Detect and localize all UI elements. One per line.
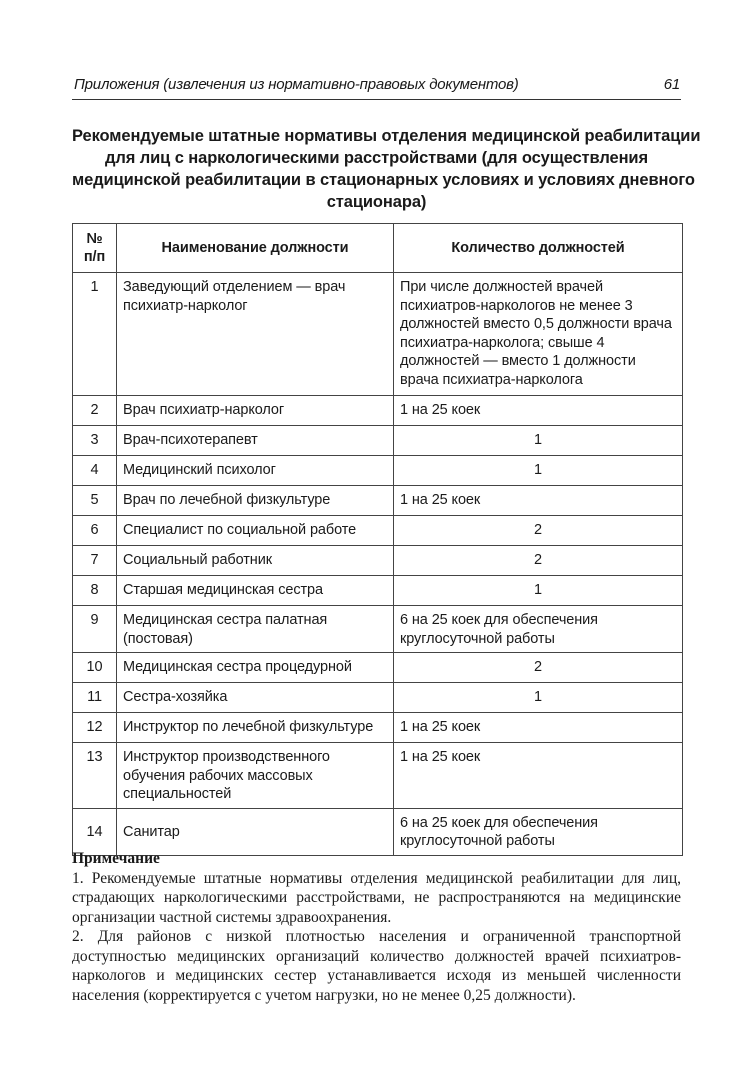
row-quantity: 2 (394, 546, 683, 576)
row-quantity: 2 (394, 653, 683, 683)
row-position: Старшая медицинская сестра (117, 576, 394, 606)
row-number: 14 (73, 808, 117, 855)
table-row (73, 426, 683, 456)
note-heading: Примечание (72, 850, 160, 867)
table-row (73, 713, 683, 743)
table-row (73, 516, 683, 546)
table-title-line: для лиц с наркологическими расстройствами (для осуществления (104, 149, 649, 167)
row-quantity: 6 на 25 коек для обеспечения круглосуточной работы (394, 808, 683, 855)
row-number: 11 (73, 683, 117, 713)
staffing-table (72, 223, 683, 856)
column-header-number-line2: п/п (83, 249, 106, 265)
note-item: 1. Рекомендуемые штатные нормативы отделения медицинской реабилитации для лиц, страдающих наркологическими расстройствами, не распространяются на медицинские организации частной системы здравоохранения. (72, 869, 681, 926)
row-position: Врач по лечебной физкультуре (117, 486, 394, 516)
running-head (74, 76, 680, 98)
column-header-number (73, 224, 117, 273)
row-number: 1 (73, 273, 117, 396)
table-row (73, 653, 683, 683)
table-row (73, 743, 683, 809)
table-title-line: стационара) (326, 193, 427, 211)
table-row (73, 486, 683, 516)
row-quantity: 1 на 25 коек (394, 396, 683, 426)
row-quantity: 1 на 25 коек (394, 486, 683, 516)
column-header-number-line1: № (86, 231, 103, 247)
row-position: Инструктор по лечебной физкультуре (117, 713, 394, 743)
running-head-title: Приложения (извлечения из нормативно-правовых документов) (74, 76, 519, 93)
row-number: 12 (73, 713, 117, 743)
table-title-line: медицинской реабилитации в стационарных условиях и условиях дневного (72, 171, 695, 189)
table-title-line: Рекомендуемые штатные нормативы отделения медицинской реабилитации (72, 127, 701, 145)
row-number: 4 (73, 456, 117, 486)
row-quantity: 1 (394, 576, 683, 606)
row-quantity: 1 на 25 коек (394, 713, 683, 743)
row-quantity: 6 на 25 коек для обеспечения круглосуточной работы (394, 606, 683, 653)
table-row (73, 396, 683, 426)
table-header-row (73, 224, 683, 273)
row-quantity: 1 (394, 456, 683, 486)
row-position: Врач психиатр-нарколог (117, 396, 394, 426)
row-quantity: 2 (394, 516, 683, 546)
row-number: 9 (73, 606, 117, 653)
table-row (73, 546, 683, 576)
row-position: Санитар (117, 808, 394, 855)
row-position: Социальный работник (117, 546, 394, 576)
note-item: 2. Для районов с низкой плотностью населения и ограниченной транспортной доступностью медицинских организаций количество должностей врачей психиатров-наркологов и медицинских сестер устанавливается исходя из меньшей численности населения (корректируется с учетом нагрузки, но не менее 0,25 должности). (72, 928, 681, 1004)
row-position: Медицинская сестра процедурной (117, 653, 394, 683)
row-quantity: 1 на 25 коек (394, 743, 683, 809)
row-number: 5 (73, 486, 117, 516)
row-number: 7 (73, 546, 117, 576)
note-section (72, 849, 681, 1005)
row-position: Медицинская сестра палатная (постовая) (117, 606, 394, 653)
page-number: 61 (663, 76, 680, 93)
row-number: 13 (73, 743, 117, 809)
header-rule (72, 99, 681, 100)
table-row (73, 576, 683, 606)
row-number: 8 (73, 576, 117, 606)
row-position: Инструктор производственного обучения рабочих массовых специальностей (117, 743, 394, 809)
row-position: Медицинский психолог (117, 456, 394, 486)
table-row (73, 808, 683, 855)
table-title (72, 125, 701, 213)
table-row (73, 456, 683, 486)
row-quantity: При числе должностей врачей психиатров-наркологов не менее 3 должностей вместо 0,5 должности врача психиатра-нарколога; свыше 4 должностей — вместо 1 должности врача психиатра-нарколога (394, 273, 683, 396)
row-position: Заведующий отделением — врач психиатр-нарколог (117, 273, 394, 396)
table-row (73, 273, 683, 396)
table-row (73, 683, 683, 713)
row-quantity: 1 (394, 426, 683, 456)
row-quantity: 1 (394, 683, 683, 713)
column-header-quantity: Количество должностей (394, 224, 683, 273)
row-number: 3 (73, 426, 117, 456)
table-row (73, 606, 683, 653)
row-position: Сестра-хозяйка (117, 683, 394, 713)
row-position: Специалист по социальной работе (117, 516, 394, 546)
row-number: 6 (73, 516, 117, 546)
row-number: 2 (73, 396, 117, 426)
row-number: 10 (73, 653, 117, 683)
column-header-position: Наименование должности (117, 224, 394, 273)
row-position: Врач-психотерапевт (117, 426, 394, 456)
